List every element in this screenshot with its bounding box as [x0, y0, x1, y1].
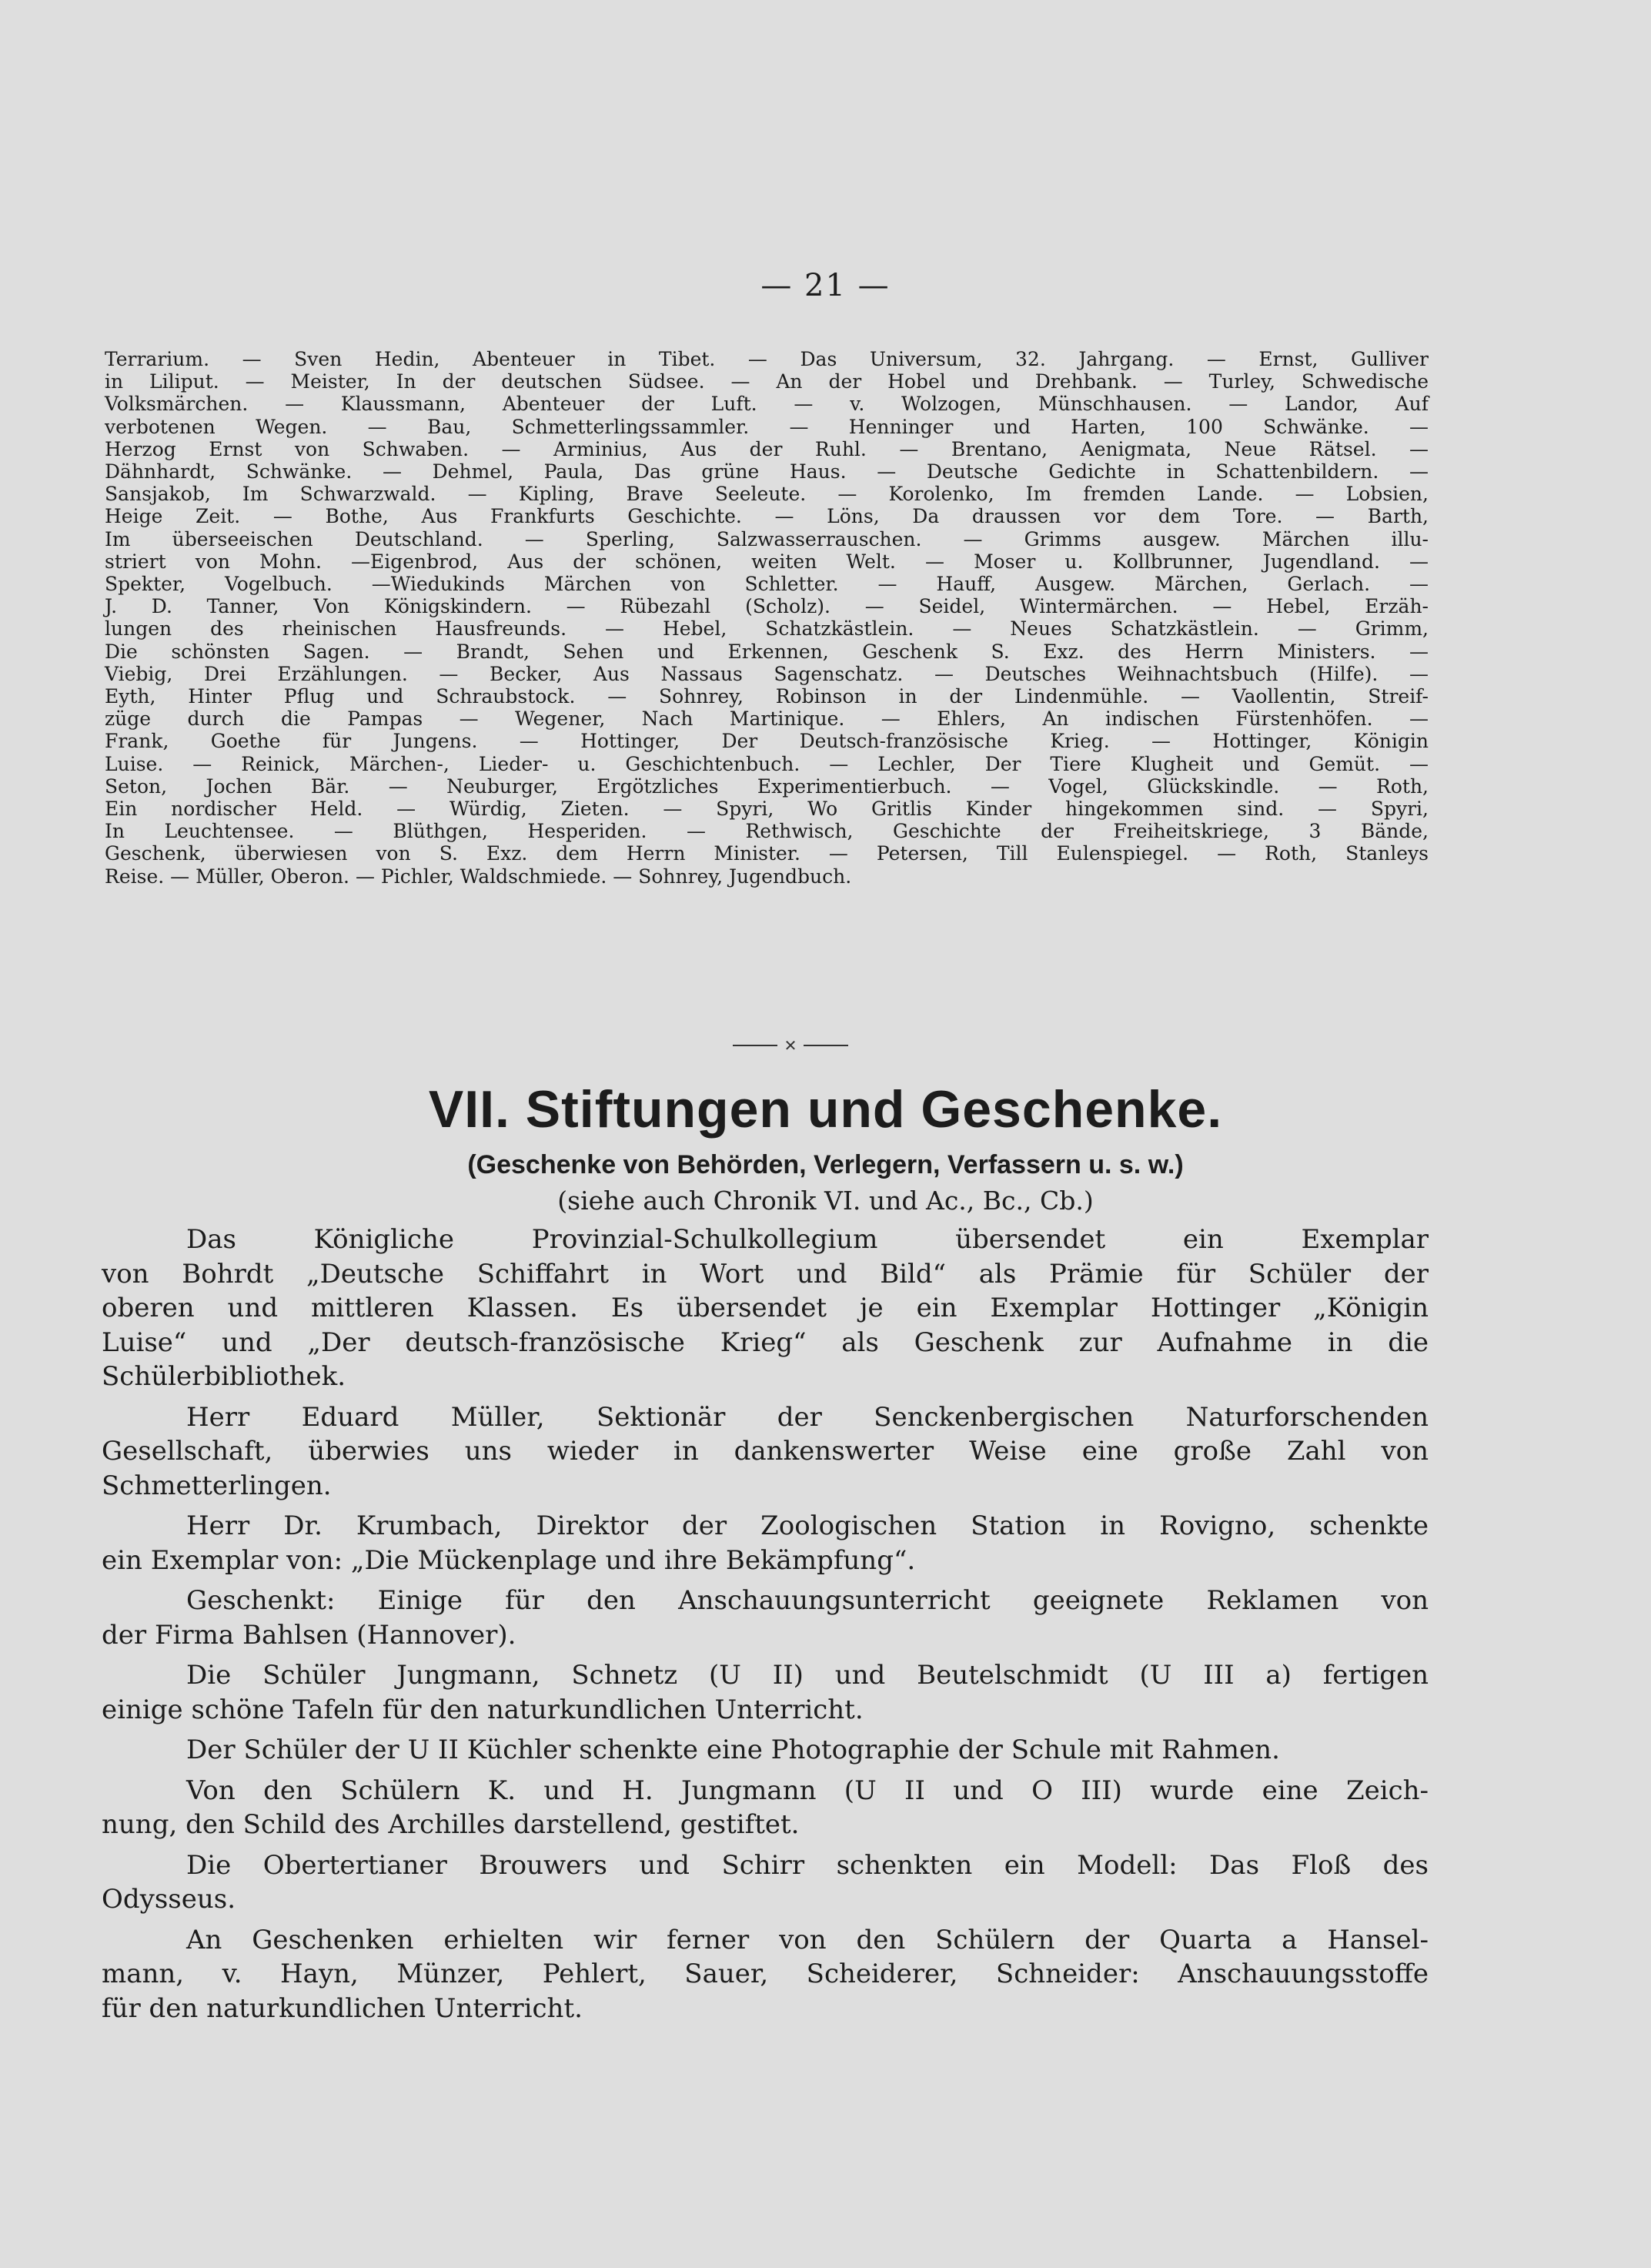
- paragraph: [102, 1774, 1429, 1842]
- book-list-line: Im überseeischen Deutschland. — Sperling, Salzwasserrauschen. — Grimms ausgew. Märchen illu-: [105, 527, 1429, 550]
- book-list-line: J. D. Tanner, Von Königskindern. — Rübezahl (Scholz). — Seidel, Wintermärchen. — Hebel, Erzäh-: [105, 595, 1429, 618]
- page-number: — 21 —: [760, 268, 891, 303]
- book-list-line: Frank, Goethe für Jungens. — Hottinger, Der Deutsch-französische Krieg. — Hottinger, Königin: [105, 730, 1429, 753]
- book-list-line: Volksmärchen. — Klaussmann, Abenteuer der Luft. — v. Wolzogen, Münschhausen. — Landor, Auf: [105, 393, 1429, 416]
- paragraph: [102, 1658, 1429, 1727]
- book-list: [105, 348, 1429, 888]
- paragraph-line: Die Obertertianer Brouwers und Schirr schenkten ein Modell: Das Floß des: [186, 1849, 1429, 1881]
- paragraph: [102, 1733, 1429, 1768]
- book-list-line: lungen des rheinischen Hausfreunds. — Hebel, Schatzkästlein. — Neues Schatzkästlein. — Grimm,: [105, 617, 1429, 641]
- paragraph: [102, 1584, 1429, 1652]
- paragraph-line: Schmetterlingen.: [102, 1470, 332, 1501]
- paragraph-line: ein Exemplar von: „Die Mückenplage und ihre Bekämpfung“.: [102, 1544, 916, 1576]
- book-list-line: Herzog Ernst von Schwaben. — Arminius, Aus der Ruhl. — Brentano, Aenigmata, Neue Rätsel. —: [105, 437, 1429, 460]
- book-list-line: Die schönsten Sagen. — Brandt, Sehen und Erkennen, Geschenk S. Exz. des Herrn Ministers. —: [105, 640, 1429, 663]
- paragraph-line: von Bohrdt „Deutsche Schiffahrt in Wort und Bild“ als Prämie für Schüler der: [102, 1258, 1429, 1290]
- book-list-line: In Leuchtensee. — Blüthgen, Hesperiden. — Rethwisch, Geschichte der Freiheitskriege, 3 Bände,: [105, 820, 1429, 843]
- section-subtitle: (Geschenke von Behörden, Verlegern, Verfassern u. s. w.): [467, 1150, 1184, 1179]
- paragraph-line: An Geschenken erhielten wir ferner von den Schülern der Quarta a Hansel-: [186, 1924, 1429, 1955]
- paragraph: [102, 1400, 1429, 1504]
- paragraph-line: Geschenkt: Einige für den Anschauungsunterricht geeignete Reklamen von: [186, 1585, 1429, 1616]
- book-list-line: Ein nordischer Held. — Würdig, Zieten. — Spyri, Wo Gritlis Kinder hingekommen sind. — Spyri,: [105, 798, 1429, 821]
- paragraph-line: Schülerbibliothek.: [102, 1361, 346, 1392]
- paragraph-line: mann, v. Hayn, Münzer, Pehlert, Sauer, Scheiderer, Schneider: Anschauungsstoffe: [102, 1959, 1429, 1989]
- paragraph-line: einige schöne Tafeln für den naturkundlichen Unterricht.: [102, 1694, 864, 1725]
- book-list-line: striert von Mohn. —Eigenbrod, Aus der schönen, weiten Welt. — Moser u. Kollbrunner, Jugendland. —: [105, 550, 1429, 573]
- book-list-line: Reise. — Müller, Oberon. — Pichler, Waldschmiede. — Sohnrey, Jugendbuch.: [105, 865, 852, 888]
- section-reference: (siehe auch Chronik VI. und Ac., Bc., Cb.): [557, 1186, 1094, 1216]
- book-list-line: Viebig, Drei Erzählungen. — Becker, Aus Nassaus Sagenschatz. — Deutsches Weihnachtsbuch (Hilfe). —: [105, 662, 1429, 685]
- divider-ornament-icon: ✕: [777, 1036, 804, 1055]
- book-list-line: Seton, Jochen Bär. — Neuburger, Ergötzliches Experimentierbuch. — Vogel, Glückskindle. — Roth,: [105, 774, 1429, 798]
- book-list-line: züge durch die Pampas — Wegener, Nach Martinique. — Ehlers, An indischen Fürstenhöfen. —: [105, 707, 1429, 731]
- paragraph: [102, 1223, 1429, 1394]
- book-list-line: Spekter, Vogelbuch. —Wiedukinds Märchen von Schletter. — Hauff, Ausgew. Märchen, Gerlach. —: [105, 573, 1429, 596]
- book-list-line: Terrarium. — Sven Hedin, Abenteuer in Tibet. — Das Universum, 32. Jahrgang. — Ernst, Gulliver: [105, 348, 1429, 370]
- paragraph-line: Luise“ und „Der deutsch-französische Krieg“ als Geschenk zur Aufnahme in die: [102, 1326, 1429, 1358]
- paragraph-line: Die Schüler Jungmann, Schnetz (U II) und Beutelschmidt (U III a) fertigen: [186, 1660, 1429, 1691]
- paragraph-line: der Firma Bahlsen (Hannover).: [102, 1619, 516, 1651]
- paragraph-line: Herr Dr. Krumbach, Direktor der Zoologischen Station in Rovigno, schenkte: [186, 1510, 1429, 1541]
- book-list-line: Dähnhardt, Schwänke. — Dehmel, Paula, Das grüne Haus. — Deutsche Gedichte in Schattenbildern. —: [105, 460, 1429, 483]
- book-list-line: Sansjakob, Im Schwarzwald. — Kipling, Brave Seeleute. — Korolenko, Im fremden Lande. — Lobsien,: [105, 483, 1429, 506]
- paragraph-line: Von den Schülern K. und H. Jungmann (U II und O III) wurde eine Zeich-: [186, 1775, 1429, 1806]
- paragraph-line: Gesellschaft, überwies uns wieder in dankenswerter Weise eine große Zahl von: [102, 1436, 1429, 1467]
- paragraph-line: Der Schüler der U II Küchler schenkte eine Photographie der Schule mit Rahmen.: [186, 1734, 1280, 1765]
- section-body: [102, 1223, 1429, 2032]
- book-list-line: Geschenk, überwiesen von S. Exz. dem Herrn Minister. — Petersen, Till Eulenspiegel. — Roth, Stanleys: [105, 842, 1429, 865]
- section-title: VII. Stiftungen und Geschenke.: [428, 1080, 1223, 1139]
- paragraph-line: Odysseus.: [102, 1884, 236, 1915]
- book-list-line: Eyth, Hinter Pflug und Schraubstock. — Sohnrey, Robinson in der Lindenmühle. — Vaollentin, Streif-: [105, 685, 1429, 708]
- paragraph: [102, 1509, 1429, 1577]
- book-list-line: Luise. — Reinick, Märchen-, Lieder- u. Geschichtenbuch. — Lechler, Der Tiere Klugheit und Gemüt. —: [105, 752, 1429, 775]
- paragraph-line: Herr Eduard Müller, Sektionär der Senckenbergischen Naturforschenden: [186, 1401, 1429, 1433]
- book-list-line: Heige Zeit. — Bothe, Aus Frankfurts Geschichte. — Löns, Da draussen vor dem Tore. — Barth,: [105, 505, 1429, 528]
- book-list-line: verbotenen Wegen. — Bau, Schmetterlingssammler. — Henninger und Harten, 100 Schwänke. —: [105, 415, 1429, 438]
- paragraph-line: nung, den Schild des Archilles darstellend, gestiftet.: [102, 1809, 800, 1840]
- paragraph: [102, 1848, 1429, 1917]
- book-list-line: in Liliput. — Meister, In der deutschen Südsee. — An der Hobel und Drehbank. — Turley, Schwedische: [105, 370, 1429, 393]
- paragraph-line: oberen und mittleren Klassen. Es übersendet je ein Exemplar Hottinger „Königin: [102, 1293, 1429, 1323]
- paragraph-line: Das Königliche Provinzial-Schulkollegium übersendet ein Exemplar: [186, 1224, 1429, 1255]
- paragraph: [102, 1923, 1429, 2026]
- paragraph-line: für den naturkundlichen Unterricht.: [102, 1992, 583, 2024]
